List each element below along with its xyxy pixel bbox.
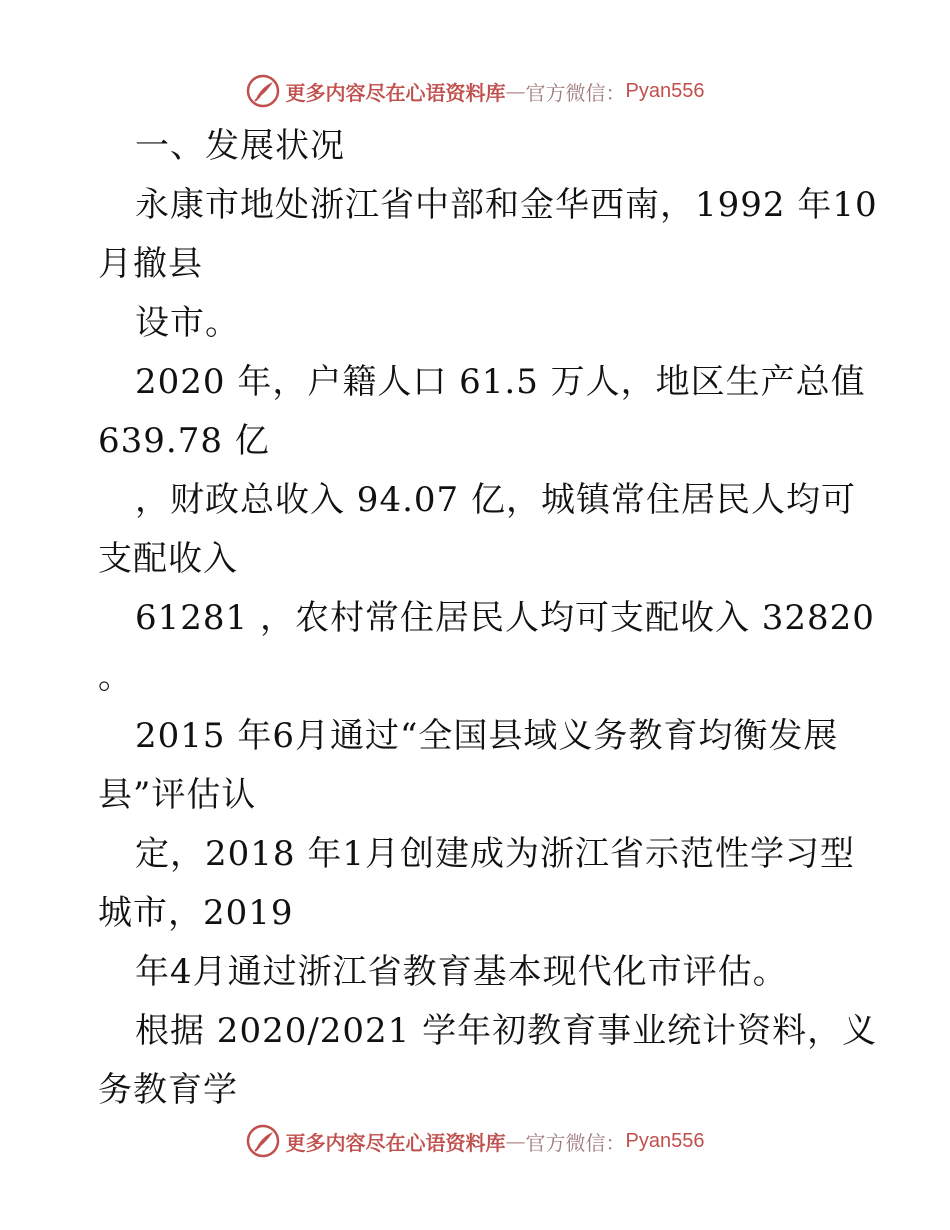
section-heading: 一、发展状况 bbox=[135, 126, 345, 166]
text-line: 定，2018 年1月创建成为浙江省示范性学习型 bbox=[135, 834, 855, 874]
quill-logo-icon bbox=[246, 1124, 280, 1158]
watermark-label: 官方微信： bbox=[525, 80, 626, 105]
text-line: 639.78 亿 bbox=[98, 421, 270, 461]
watermark-wechat-id: Pyan556 bbox=[625, 1129, 705, 1152]
text-line: 县”评估认 bbox=[98, 775, 257, 815]
text-line: 月撤县 bbox=[98, 244, 203, 284]
text-line: 城市，2019 bbox=[98, 893, 294, 933]
text-line: 。 bbox=[98, 657, 133, 697]
watermark-wechat-id: Pyan556 bbox=[625, 79, 705, 102]
text-line: 年4月通过浙江省教育基本现代化市评估。 bbox=[135, 952, 788, 992]
watermark-separator: — bbox=[505, 1129, 526, 1153]
watermark-label: 官方微信： bbox=[525, 1130, 626, 1155]
quill-logo-icon bbox=[246, 74, 280, 108]
watermark-text: 更多内容尽在心语资料库 bbox=[285, 80, 506, 105]
text-line: 支配收入 bbox=[98, 539, 238, 579]
text-line: 永康市地处浙江省中部和金华西南，1992 年10 bbox=[135, 185, 878, 225]
header-watermark bbox=[0, 71, 950, 111]
text-line: ，财政总收入 94.07 亿，城镇常住居民人均可 bbox=[135, 480, 856, 520]
text-line: 设市。 bbox=[135, 303, 240, 343]
text-line: 2015 年6月通过“全国县域义务教育均衡发展 bbox=[135, 716, 839, 756]
watermark-separator: — bbox=[505, 79, 526, 103]
footer-watermark bbox=[0, 1121, 950, 1161]
text-line: 61281 ，农村常住居民人均可支配收入 32820 bbox=[135, 598, 875, 638]
watermark-text: 更多内容尽在心语资料库 bbox=[285, 1130, 506, 1155]
text-line: 务教育学 bbox=[98, 1070, 238, 1110]
text-line: 根据 2020/2021 学年初教育事业统计资料，义 bbox=[135, 1011, 878, 1051]
text-line: 2020 年，户籍人口 61.5 万人，地区生产总值 bbox=[135, 362, 866, 402]
